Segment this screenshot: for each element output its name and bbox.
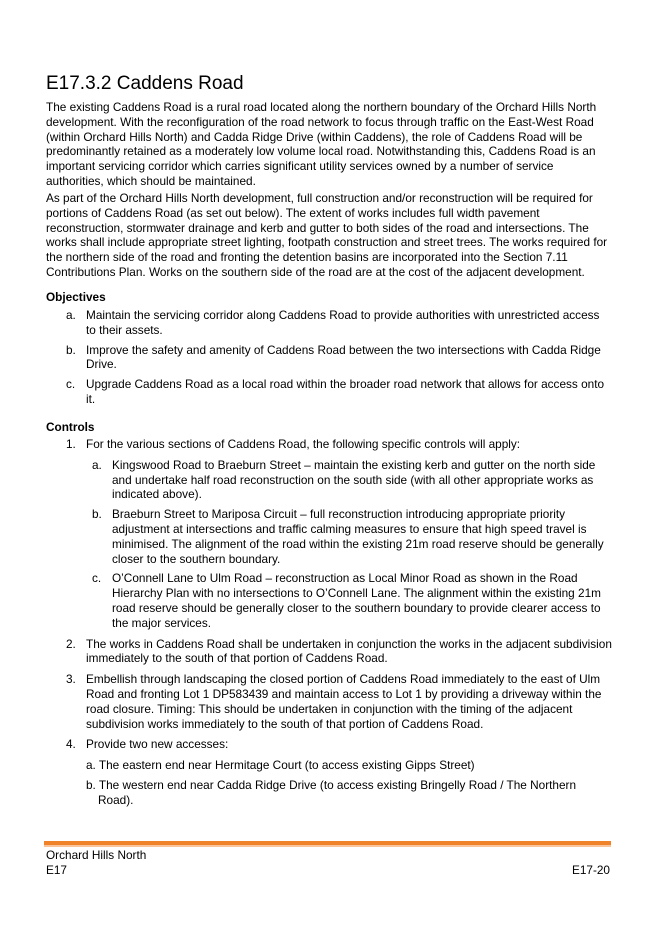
objective-item (66, 308, 612, 338)
access-list (86, 758, 612, 807)
footer-rule-shadow (44, 845, 611, 847)
control-subitem-text: O’Connell Lane to Ulm Road – reconstruction as Local Minor Road as shown in the Road Hierarchy Plan with no intersections to O’Connell Lane. The alignment within the existing 21m road reserve should be generally closer to the southern boundary to provide clearer access to the major services. (112, 571, 601, 630)
controls-heading: Controls (46, 420, 95, 434)
control-text: For the various sections of Caddens Road, the following specific controls will apply: (86, 437, 521, 451)
control-subitem-marker: c. (92, 571, 102, 586)
objective-item (66, 343, 612, 373)
objective-text: Upgrade Caddens Road as a local road within the broader road network that allows for access onto it. (86, 377, 605, 406)
control-text: Provide two new accesses: (86, 737, 229, 752)
control-item (66, 672, 612, 731)
control-text: Embellish through landscaping the closed portion of Caddens Road immediately to the east of Ulm Road and fronting Lot 1 DP583439 and maintain access to Lot 1 by providing a driveway within the road closure. Timing: This should be undertaken in conjunction with the timing of the adjacent subdivision works immediately to the south of that portion of Caddens Road. (86, 672, 602, 731)
intro-paragraph-2: As part of the Orchard Hills North development, full construction and/or reconstruction will be required for portions of Caddens Road (as set out below). The extent of works includes full width pavement reconstruction, stormwater drainage and kerb and gutter to both sides of the road and intersections. The works shall include appropriate street lighting, footpath construction and street trees. The works required for the northern side of the road and fronting the detention basins are incorporated into the Section 7.11 Contributions Plan. Works on the southern side of the road are at the cost of the adjacent development. (46, 191, 608, 279)
control-marker: 4. (66, 737, 76, 752)
control-marker: 3. (66, 672, 76, 687)
control-subitem-marker: b. (92, 507, 102, 522)
section-title: E17.3.2 Caddens Road (46, 73, 244, 94)
objective-marker: b. (66, 342, 76, 357)
control-item (66, 737, 612, 807)
control-subitem (92, 458, 612, 502)
footer-section-code: E17 (46, 863, 67, 877)
objective-item (66, 377, 612, 407)
control-text: The works in Caddens Road shall be undertaken in conjunction the works in the adjacent subdivision immediately to the south of that portion of Caddens Road. (86, 636, 612, 666)
objective-text: Maintain the servicing corridor along Caddens Road to provide authorities with unrestricted access to their assets. (86, 308, 600, 337)
control-item (66, 437, 612, 631)
control-marker: 2. (66, 636, 76, 651)
control-subitem-marker: a. (92, 457, 102, 472)
objective-marker: c. (66, 377, 76, 392)
objective-marker: a. (66, 308, 76, 322)
control-subitem-text: Braeburn Street to Mariposa Circuit – full reconstruction introducing appropriate priority adjustment at intersections and traffic calming measures to ensure that high speed travel is minimised. The alignment of the road within the existing 21m road reserve should be generally closer to the southern boundary. (112, 507, 604, 566)
controls-list (66, 437, 612, 808)
intro-paragraph-1: The existing Caddens Road is a rural road located along the northern boundary of the Orchard Hills North development. With the reconfiguration of the road network to focus through traffic on the East-West Road (within Orchard Hills North) and Cadda Ridge Drive (within Caddens), the role of Caddens Road will be predominantly retained as a moderately low volume local road. Notwithstanding this, Caddens Road is an important servicing corridor which carries significant utility services owned by a number of service authorities, which should be maintained. (46, 100, 597, 188)
footer-page-number: E17-20 (571, 863, 610, 877)
objectives-list (66, 308, 612, 407)
control-subitem (92, 571, 612, 630)
objective-text: Improve the safety and amenity of Caddens Road between the two intersections with Cadda Ridge Drive. (86, 342, 601, 372)
access-item: b. The western end near Cadda Ridge Drive (to access existing Bringelly Road / The Northern Road). (86, 777, 577, 807)
access-item: a. The eastern end near Hermitage Court (to access existing Gipps Street) (86, 758, 475, 773)
control-sublist (92, 458, 612, 631)
control-item (66, 637, 612, 667)
control-subitem (92, 507, 612, 566)
control-marker: 1. (66, 437, 76, 451)
objectives-heading: Objectives (46, 290, 106, 304)
footer-document-title: Orchard Hills North (46, 848, 147, 862)
control-subitem-text: Kingswood Road to Braeburn Street – maintain the existing kerb and gutter on the north side and undertake half road reconstruction on the south side (with all other appropriate works as indicated above). (112, 457, 596, 502)
